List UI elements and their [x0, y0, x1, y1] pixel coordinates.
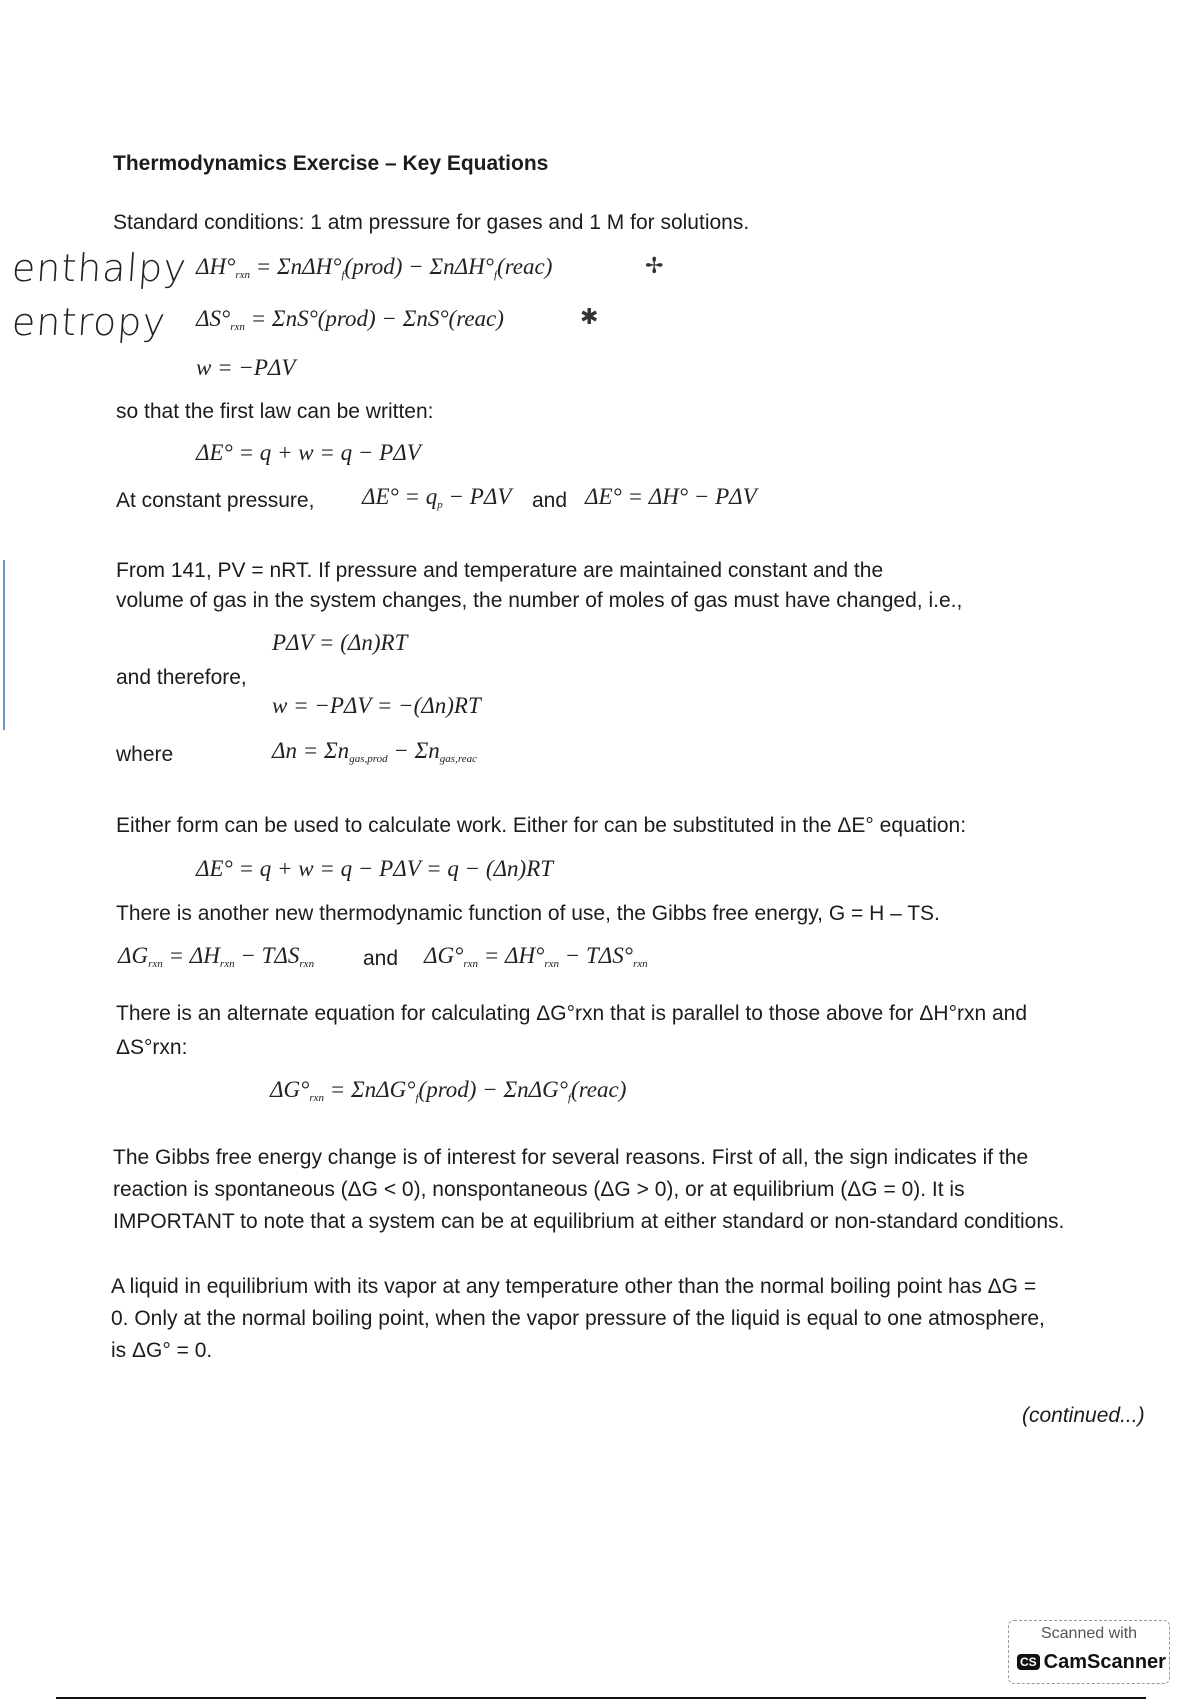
- text-and-1: and: [532, 489, 568, 512]
- eq-first-law: ΔE° = q + w = q − PΔV: [196, 440, 421, 465]
- eq-const-p1: $\Delta E^\circ = q_p - P\Delta V$: [362, 484, 512, 511]
- text-at-constant: At constant pressure,: [116, 489, 315, 512]
- camscanner-logo-icon: CS: [1017, 1654, 1040, 1670]
- eq-delta-n: $\Delta n = \Sigma n_{gas,prod} - \Sigma n_{gas,reac}$: [272, 738, 477, 765]
- text-where: where: [116, 743, 174, 766]
- eq-work-2: w = −PΔV = −(Δn)RT: [272, 693, 481, 718]
- text-from141-2: volume of gas in the system changes, the number of moles of gas must have changed, i.e.,: [116, 589, 963, 612]
- page-title: Thermodynamics Exercise – Key Equations: [113, 152, 549, 175]
- scanned-with-label: Scanned with: [1040, 1625, 1138, 1642]
- standard-conditions: Standard conditions: 1 atm pressure for gases and 1 M for solutions.: [113, 211, 750, 234]
- eq-delta-e-full: ΔE° = q + w = q − PΔV = q − (Δn)RT: [196, 856, 554, 881]
- handwritten-entropy: entropy: [10, 300, 168, 344]
- text-liquid-1: A liquid in equilibrium with its vapor at any temperature other than the normal boiling point has ΔG =: [111, 1275, 1037, 1298]
- eq-gibbs-2: $\Delta G^\circ_{rxn} = \Delta H^\circ_{rxn} - T\Delta S^\circ_{rxn}$: [424, 943, 648, 970]
- handwritten-enthalpy: enthalpy: [10, 246, 189, 290]
- text-alternate-1: There is an alternate equation for calculating ΔG°rxn that is parallel to those above for ΔH°rxn and: [116, 1002, 1028, 1025]
- text-either: Either form can be used to calculate work. Either for can be substituted in the ΔE° equation:: [116, 814, 967, 837]
- text-gibbs-1: The Gibbs free energy change is of interest for several reasons. First of all, the sign indicates if the: [113, 1146, 1029, 1169]
- text-from141-1: From 141, PV = nRT. If pressure and temperature are maintained constant and the: [116, 559, 884, 582]
- eq-const-p2: ΔE° = ΔH° − PΔV: [585, 484, 757, 509]
- text-alternate-2: ΔS°rxn:: [116, 1036, 188, 1059]
- text-and-2: and: [363, 947, 399, 970]
- text-gibbs-2: reaction is spontaneous (ΔG < 0), nonspontaneous (ΔG > 0), or at equilibrium (ΔG = 0). It is: [113, 1178, 965, 1201]
- text-liquid-2: 0. Only at the normal boiling point, when the vapor pressure of the liquid is equal to one atmosphere,: [111, 1307, 1045, 1330]
- text-continued: (continued...): [1022, 1404, 1145, 1427]
- eq-gibbs-1: $\Delta G_{rxn} = \Delta H_{rxn} - T\Delta S_{rxn}$: [118, 943, 315, 970]
- eq-gibbs-formation: $\Delta G^\circ_{rxn}$ = $\Sigma n\Delta G^\circ_f(prod)$ − $\Sigma n\Delta G^\circ_f(reac)$: [270, 1077, 627, 1104]
- text-and-therefore: and therefore,: [116, 666, 247, 689]
- eq-delta-s: $\Delta S^\circ_{rxn}$ = ΣnS°(prod) − ΣnS°(reac): [196, 306, 504, 333]
- camscanner-brand-name: CamScanner: [1043, 1651, 1166, 1673]
- text-liquid-3: is ΔG° = 0.: [111, 1339, 213, 1362]
- camscanner-brand: [1017, 1651, 1166, 1674]
- eq-pdv: PΔV = (Δn)RT: [272, 630, 408, 655]
- text-gibbs-3: IMPORTANT to note that a system can be at equilibrium at either standard or non-standard conditions.: [113, 1210, 1065, 1233]
- bottom-rule: [56, 1697, 1146, 1699]
- text-so-that: so that the first law can be written:: [116, 400, 434, 423]
- eq-delta-h: $\Delta H^\circ_{rxn}$ = $\Sigma n\Delta H^\circ_f(prod)$ − $\Sigma n\Delta H^\circ_f(reac)$: [196, 254, 553, 281]
- handwritten-star-2: ✱: [580, 305, 599, 330]
- eq-work: w = −PΔV: [196, 355, 296, 380]
- margin-mark: [3, 560, 5, 730]
- camscanner-watermark: [1008, 1620, 1170, 1684]
- handwritten-star-1: ✢: [645, 254, 664, 279]
- text-another: There is another new thermodynamic function of use, the Gibbs free energy, G = H – TS.: [116, 902, 940, 925]
